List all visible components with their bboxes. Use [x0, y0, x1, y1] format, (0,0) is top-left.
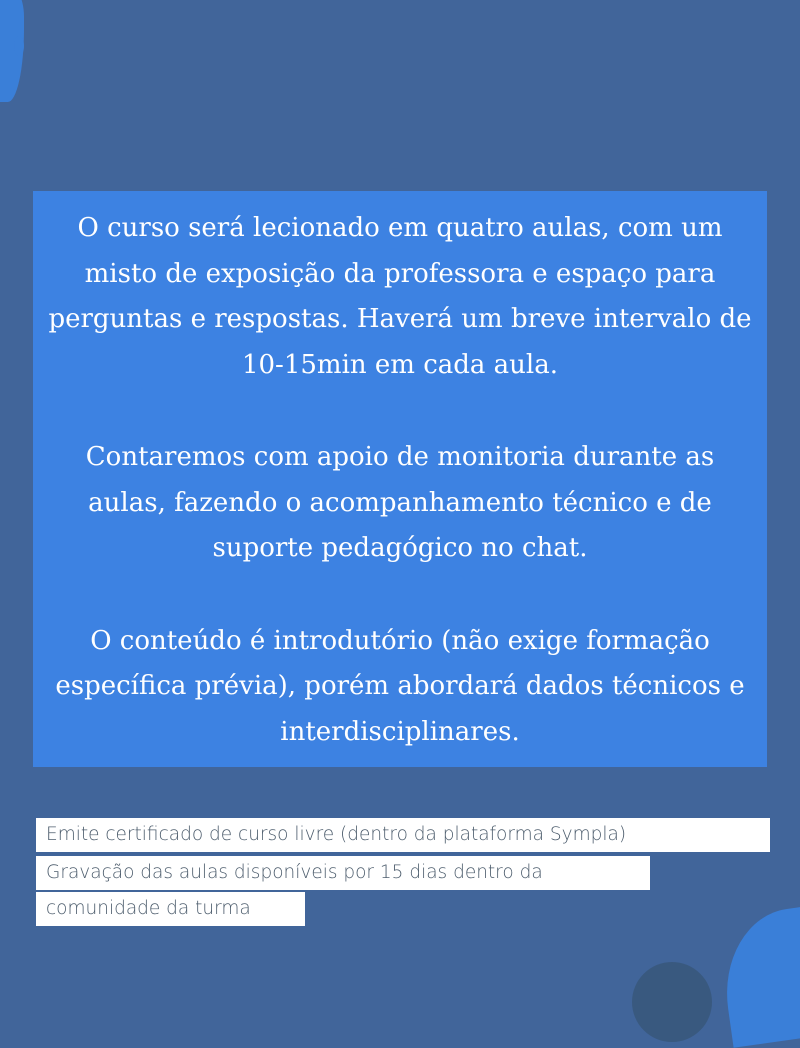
- brush-dot-decoration: [14, 36, 24, 56]
- course-format-paragraph: O curso será lecionado em quatro aulas, com um misto de exposição da professora e espaço para perguntas e respostas. Haverá um breve intervalo de 10-15min em cada aula.: [48, 213, 752, 380]
- course-info-box: [33, 191, 767, 767]
- recording-note: Gravação das aulas disponíveis por 15 dias dentro da: [36, 856, 650, 890]
- certificate-note: Emite certificado de curso livre (dentro da plataforma Sympla): [36, 818, 770, 852]
- circle-decoration: [632, 962, 712, 1042]
- monitoring-paragraph: Contaremos com apoio de monitoria durante as aulas, fazendo o acompanhamento técnico e de suporte pedagógico no chat.: [85, 442, 715, 563]
- content-level-paragraph: O conteúdo é introdutório (não exige formação específica prévia), porém abordará dados técnicos e interdisciplinares.: [55, 625, 745, 747]
- brush-stroke-decoration-bottom: [716, 902, 800, 1047]
- recording-note-continued: comunidade da turma: [36, 892, 305, 926]
